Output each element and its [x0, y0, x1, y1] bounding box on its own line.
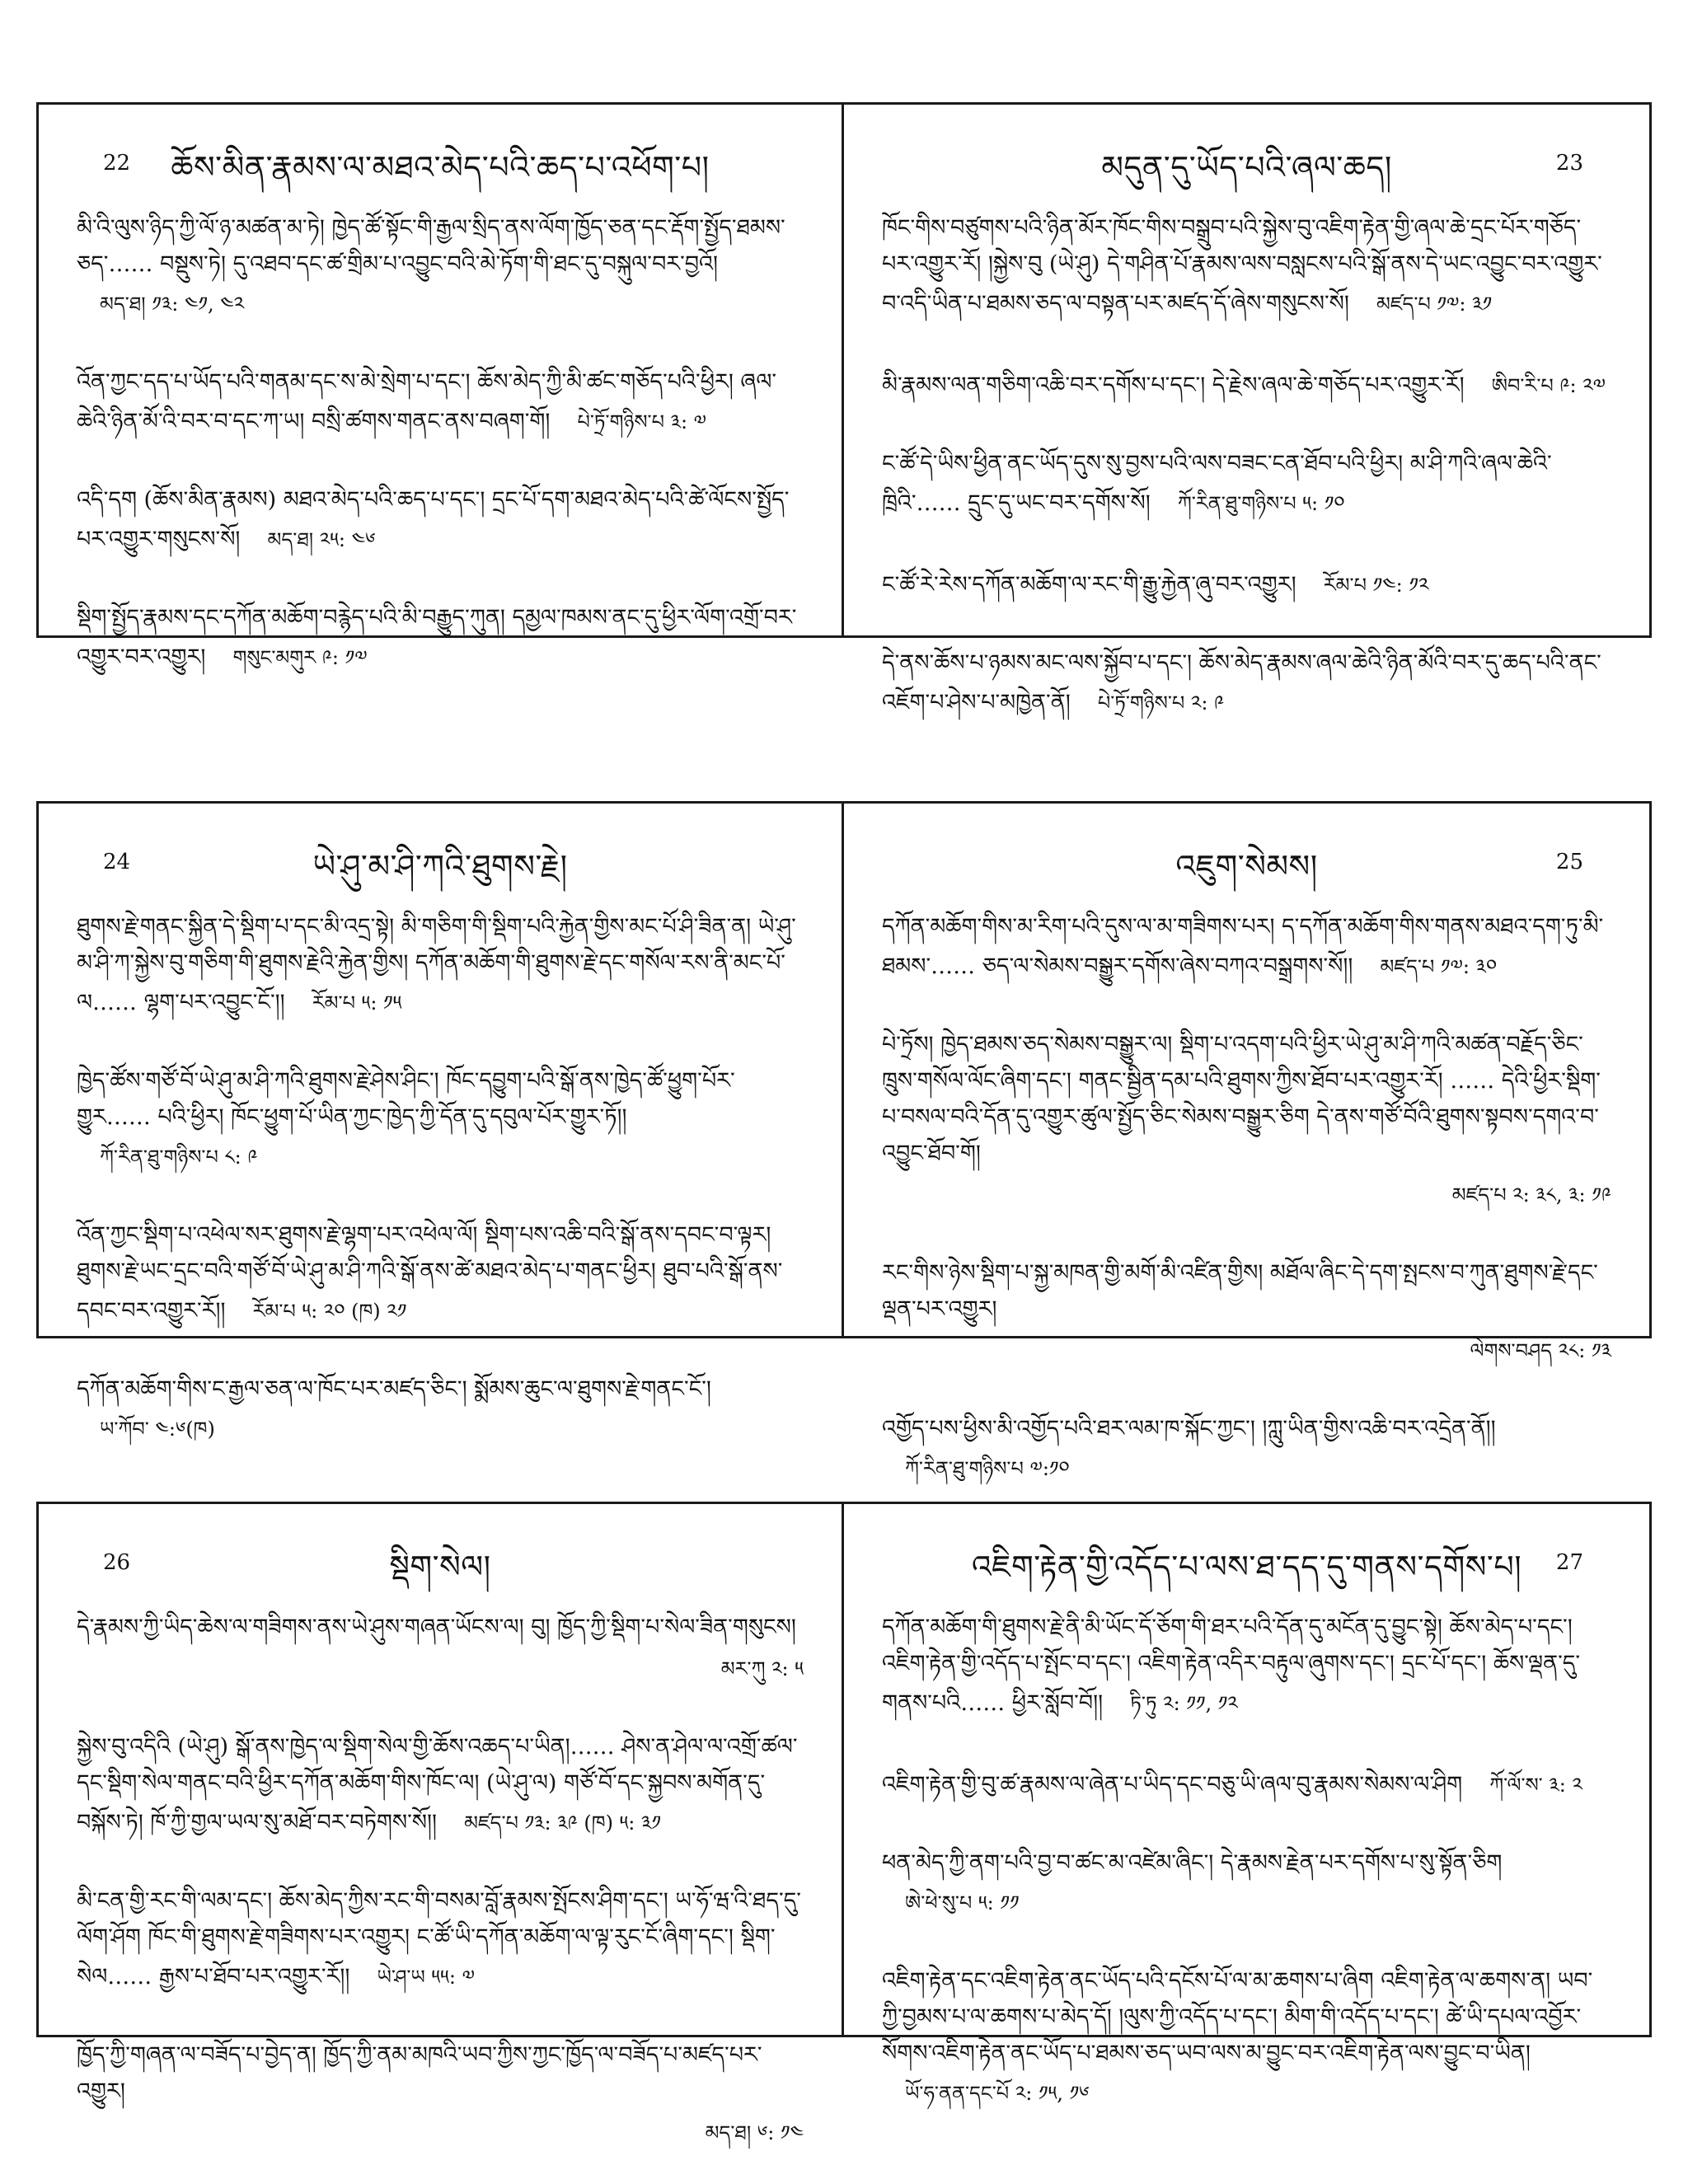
page-right [844, 1504, 1649, 2105]
page-left [39, 804, 844, 1441]
scripture-entry [882, 645, 1611, 737]
scripture-entry [77, 600, 804, 691]
entry-reference: མཛད་པ ༡༧: ༣༡ [1376, 293, 1493, 316]
scripture-entry [882, 1610, 1611, 1737]
entry-reference: ཀོ་རིན་ཐུ་གཉིས་པ ༥: ༡༠ [1177, 492, 1345, 515]
scripture-entry [882, 564, 1611, 619]
page-title: སྡིག་སེལ། [389, 1549, 491, 1585]
entry-text: འདི་དག (ཆོས་མིན་རྣམས) མཐའ་མེད་པའི་ཆད་པ་དང་། དྲང་པོ་དག་མཐའ་མེད་པའི་ཚེ་ལོངས་སྤྱོད་པར་འགྱུར་གསུངས་སོ། [77, 487, 790, 552]
entry-reference: མད་ཐ། ༢༥: ༤༦ [267, 528, 376, 551]
scripture-entry [882, 1255, 1611, 1385]
page-title: ཡེ་ཤུ་མ་ཤི་ཀའི་ཐུགས་རྗེ། [312, 848, 568, 884]
scripture-entry [882, 364, 1611, 419]
entry-text: དེ་ནས་ཆོས་པ་ཉམས་མང་ལས་སྐྱོབ་པ་དང་། ཆོས་མེད་རྣམས་ཞལ་ཆེའི་ཉིན་མོའི་བར་དུ་ཆད་པའི་ནང་འཇོག་པ་ཤེས་པ་མཁྱེན་ནོ། [882, 650, 1601, 715]
page-right [844, 105, 1649, 715]
scripture-entry [77, 482, 804, 574]
page-title: འཇིག་རྟེན་གྱི་འདོད་པ་ལས་ཐ་དད་དུ་གནས་དགོས་པ། [971, 1549, 1522, 1585]
scripture-entry [77, 909, 804, 1037]
page-header [882, 843, 1611, 893]
entry-reference: པེ་ཏྲོ་གཉིས་པ ༢: ༩ [1097, 691, 1225, 715]
scripture-entry [882, 909, 1611, 1001]
entry-reference: རོམ་པ ༥: ༢༠ (ཁ) ༢༡ [252, 1300, 407, 1323]
entry-text: འོན་ཀྱང་དད་པ་ཡོད་པའི་གནམ་དང་ས་མེ་སྲེག་པ་དང་། ཆོས་མེད་ཀྱི་མི་ཚང་གཅོད་པའི་ཕྱིར། ཞལ་ཆེའི་ཉིན་མོ་འི་བར་བ་དང་ཀ་ཡ། བསྲི་ཚགས་གནང་ནས་བཞག་གོ། [77, 369, 777, 434]
scripture-entry [882, 1845, 1611, 1937]
spread-1 [36, 102, 1652, 715]
page-title: མདུན་དུ་ཡོད་པའི་ཞལ་ཆད། [1101, 149, 1392, 185]
page-number: 23 [1555, 151, 1583, 176]
entry-text: དཀོན་མཆོག་གི་ཐུགས་རྗེ་ནི་མི་ཡོང་དོ་ཅོག་གི་ཐར་པའི་དོན་དུ་མངོན་དུ་བྱུང་སྟེ། ཆོས་མེད་པ་དང་། འཇིག་རྟེན་གྱི་འདོད་པ་སྤོང་བ་དང་། འཇིག་རྟེན་འདིར་བརྟུལ་ཞུགས་དང་། དྲང་པོ་དང་། ཆོས་ལྡན་དུ་གནས་པའི…… ཕྱིར་སློབ་བོ།། [882, 1615, 1581, 1716]
scripture-entry [77, 364, 804, 456]
spread-3 [36, 1502, 1652, 2144]
page-title: འཇུག་སེམས། [1175, 848, 1318, 884]
entry-text: ཐུགས་རྗེ་གནང་སྐྱིན་དེ་སྡིག་པ་དང་མི་འདྲ་སྟེ། མི་གཅིག་གི་སྡིག་པའི་རྐྱེན་གྱིས་མང་པོ་ཤི་ཟིན་ན། ཡེ་ཤུ་མ་ཤི་ཀ་སྐྱེས་བུ་གཅིག་གི་ཐུགས་རྗེའི་རྐྱེན་གྱིས། དཀོན་མཆོག་གི་ཐུགས་རྗེ་དང་གསོལ་རས་ནི་མང་པོ་ལ…… ལྷག་པར་འབྱུང་ངོ་།། [77, 914, 796, 1015]
entry-reference: མཛད་པ ༡༧: ༣༠ [1380, 955, 1498, 978]
entry-reference: རོམ་པ ༥: ༡༥ [312, 991, 402, 1015]
page-title: ཆོས་མིན་རྣམས་ལ་མཐའ་མེད་པའི་ཆད་པ་འཕོག་པ། [171, 149, 710, 185]
page-right [844, 804, 1649, 1480]
page-header [77, 1544, 804, 1593]
page-number: 26 [103, 1550, 131, 1575]
page-number: 27 [1555, 1550, 1583, 1575]
page-number: 22 [103, 151, 131, 176]
entry-text: འོན་ཀྱང་སྡིག་པ་འཕེལ་སར་ཐུགས་རྗེ་ལྷག་པར་འཕེལ་ལོ། སྡིག་པས་འཆི་བའི་སྒོ་ནས་དབང་བ་ལྟར། ཐུགས་རྗེ་ཡང་དྲང་བའི་གཙོ་བོ་ཡེ་ཤུ་མ་ཤི་ཀའི་སྒོ་ནས་ཚེ་མཐའ་མེད་པ་གནང་ཕྱིར། ཐུབ་པའི་སྒོ་ནས་དབང་བར་འགྱུར་རོ།། [77, 1222, 783, 1324]
entry-reference: མར་ཀུ ༢: ༥ [720, 1657, 804, 1680]
scripture-entry [77, 1883, 804, 2011]
scripture-entry [882, 1764, 1611, 1819]
entry-text: མི་འི་ལུས་ཉིད་ཀྱི་ལོ་ཉ་མཚན་མ་ཏེ། ཁྱེད་ཚོ་སྟོང་གི་རྒྱལ་སྲིད་ནས་ལོག་ཁྱོད་ཅན་དང་རྡོག་སྤྱོད་ཐམས་ཅད་…… བསྡུས་ཏེ། དུ་འཐབ་དང་ཚ་གྲིམ་པ་འབྱུང་བའི་མེ་ཏོག་གི་ཐང་དུ་བསྐུལ་བར་བྱའོ། [77, 215, 785, 277]
scripture-entry [882, 1963, 1611, 2127]
entry-text: འཇིག་རྟེན་གྱི་བུ་ཚ་རྣམས་ལ་ཞེན་པ་ཡིད་དང་བཅུ་ཡི་ཞལ་བུ་རྣམས་སེམས་ལ་ཤིག [882, 1772, 1463, 1797]
scripture-entry [882, 1027, 1611, 1229]
entry-reference: ཡ་ཀོབ་ ༤:༦(ཁ) [100, 1418, 215, 1441]
page-header [882, 1544, 1611, 1593]
scripture-entry [882, 446, 1611, 537]
scripture-entry [77, 1371, 804, 1463]
scripture-entry [77, 1217, 804, 1345]
entry-reference: ཏི་ཏུ ༢: ༡༡, ༡༢ [1130, 1692, 1238, 1715]
scripture-entry [77, 1063, 804, 1191]
entry-reference: ཀོ་རིན་ཐུ་གཉིས་པ ༨: ༩ [100, 1146, 258, 1169]
entry-reference: ཨེ་ཕེ་སུ་པ ༥: ༡༡ [905, 1891, 1020, 1915]
entry-text: འགྱོད་པས་ཕྱིས་མི་འགྱོད་པའི་ཐར་ལམ་ཁ་སྐོང་ཀྱང་། །ཀླུ་ཡིན་གྱིས་འཆི་བར་འདྲེན་ནོ།། [882, 1416, 1496, 1441]
page-header [77, 144, 804, 194]
scripture-entry [77, 1729, 804, 1857]
scripture-entry [77, 210, 804, 338]
entry-text: དཀོན་མཆོག་གིས་མ་རིག་པའི་དུས་ལ་མ་གཟིགས་པར། ད་དཀོན་མཆོག་གིས་གནས་མཐའ་དག་ཏུ་མི་ཐམས་…… ཅད་ལ་སེམས་བསྒྱུར་དགོས་ཞེས་བཀའ་བསྒྲགས་སོ།། [882, 914, 1604, 979]
scripture-entry [882, 1411, 1611, 1502]
entry-reference: མད་ཐ། ༡༣: ༤༡, ༤༢ [100, 293, 245, 316]
entry-reference: མཛད་པ ༡༣: ༣༩ (ཁ) ༥: ༣༡ [464, 1811, 662, 1835]
entry-reference: པེ་ཏྲོ་གཉིས་པ ༣: ༧ [577, 410, 707, 434]
page-left [39, 1504, 844, 2144]
entry-text: ང་ཚོ་རེ་རེས་དཀོན་མཆོག་ལ་རང་གི་རྒྱུ་རྐྱེན་ཞུ་བར་འགྱུར། [882, 572, 1296, 598]
entry-text: མི་ངན་གྱི་རང་གི་ལམ་དང་། ཆོས་མེད་ཀྱིས་རང་གི་བསམ་བློ་རྣམས་སྤོངས་ཤིག་དང་། ཡ་ཧོ་ཝ་འི་ཐད་དུ་ལོག་ཤོག ཁོང་གི་ཐུགས་རྗེ་གཟིགས་པར་འགྱུར། ང་ཚོ་ཡི་དཀོན་མཆོག་ལ་ལྟ་རུང་ངོ་ཞིག་དང་། སྡིག་སེལ…… རྒྱས་པ་ཐོབ་པར་འགྱུར་རོ།། [77, 1888, 801, 1990]
page-header [882, 144, 1611, 194]
entry-reference: མཛད་པ ༢: ༣༨, ༣: ༡༩ [1451, 1183, 1611, 1207]
entry-text: དེ་རྣམས་ཀྱི་ཡིད་ཆེས་ལ་གཟིགས་ནས་ཡེ་ཤུས་གཞན་ཡོངས་ལ། བུ། ཁྱོད་ཀྱི་སྡིག་པ་སེལ་ཟིན་གསུངས། [77, 1615, 796, 1640]
entry-text: ཁོང་གིས་བཙུགས་པའི་ཉིན་མོར་ཁོང་གིས་བསྒྲུབ་པའི་སྐྱེས་བུ་འཇིག་རྟེན་གྱི་ཞལ་ཆེ་དྲང་པོར་གཅོད་པར་འགྱུར་རོ། །སྐྱེས་བུ (ཡེ་ཤུ) དེ་གཤིན་པོ་རྣམས་ལས་བསླངས་པའི་སྒོ་ནས་དེ་ཡང་འབྱུང་བར་འགྱུར་བ་འདི་ཡིན་པ་ཐམས་ཅད་ལ་བསྟན་པར་མཛད་དོ་ཞེས་གསུངས་སོ། [882, 215, 1602, 316]
entry-text: མི་རྣམས་ལན་གཅིག་འཆི་བར་དགོས་པ་དང་། དེ་རྗེས་ཞལ་ཆེ་གཅོད་པར་འགྱུར་རོ། [882, 373, 1465, 398]
entry-text: ང་ཚོ་དེ་ཡིས་ཕྱིན་ནང་ཡོད་དུས་སུ་བྱས་པའི་ལས་བཟང་ངན་ཐོབ་པའི་ཕྱིར། མ་ཤི་ཀའི་ཞལ་ཆེའི་ཁྲིའི་…… དྲུང་དུ་ཡང་བར་དགོས་སོ། [882, 451, 1552, 516]
entry-reference: གསུང་མགུར ༩: ༡༧ [232, 646, 368, 669]
scripture-entry [77, 2037, 804, 2167]
entry-reference: ཨིབ་རི་པ ༩: ༢༧ [1491, 374, 1606, 397]
entry-text: པེ་ཏྲོས། ཁྱེད་ཐམས་ཅད་སེམས་བསྒྱུར་ལ། སྡིག་པ་འདག་པའི་ཕྱིར་ཡེ་ཤུ་མ་ཤི་ཀའི་མཚན་བརྗོད་ཅིང་ཁྲུས་གསོལ་ལོང་ཞིག་དང་། གནང་སྦྱིན་དམ་པའི་ཐུགས་ཀྱིས་ཐོབ་པར་འགྱུར་རོ། …… དེའི་ཕྱིར་སྡིག་པ་བསལ་བའི་དོན་དུ་འགྱུར་ཚུལ་སྤྱོད་ཅིང་སེམས་བསྒྱུར་ཅིག དེ་ནས་གཙོ་བོའི་ཐུགས་སྟབས་དགའ་བ་འབྱུང་ཐོབ་གོ། [882, 1032, 1601, 1166]
entry-reference: རོམ་པ ༡༤: ༡༢ [1323, 574, 1429, 597]
entry-reference: ལེགས་བཤད ༢༨: ༡༣ [1470, 1339, 1611, 1362]
spread-2 [36, 801, 1652, 1480]
scripture-entry [882, 210, 1611, 338]
entry-text: ཕན་མེད་ཀྱི་ནག་པའི་བྱ་བ་ཚང་མ་འཛེམ་ཞིང་། དེ་རྣམས་རྗེན་པར་དགོས་པ་སུ་སྟོན་ཅིག [882, 1850, 1503, 1876]
page-header [77, 843, 804, 893]
page-number: 24 [103, 850, 131, 874]
entry-text: ཁྱེད་ཚོས་གཙོ་བོ་ཡེ་ཤུ་མ་ཤི་ཀའི་ཐུགས་རྗེ་ཤེས་ཤིང་། ཁོང་དབྱུག་པའི་སྒོ་ནས་ཁྱེད་ཚོ་ཕྱུག་པོར་གྱུར…… པའི་ཕྱིར། ཁོང་ཕྱུག་པོ་ཡིན་ཀྱང་ཁྱེད་ཀྱི་དོན་དུ་དབུལ་པོར་གྱུར་ཏོ།། [77, 1068, 735, 1130]
entry-reference: ཀོ་ལོ་ས་ ༣: ༢ [1489, 1774, 1582, 1797]
entry-text: སྡིག་སྤྱོད་རྣམས་དང་དཀོན་མཆོག་བརྙེད་པའི་མི་བརྒྱུད་ཀུན། དམྱལ་ཁམས་ནང་དུ་ཕྱིར་ལོག་འགྲོ་བར་འགྱུར་བར་འགྱུར། [77, 605, 797, 670]
entry-reference: མད་ཐ། ༦: ༡༤ [705, 2121, 804, 2144]
page-number: 25 [1555, 850, 1583, 874]
page-left [39, 105, 844, 670]
entry-text: རང་གིས་ཉེས་སྡིག་པ་སྐྱ་མཁན་གྱི་མགོ་མི་འཛིན་གྱིས། མཐོལ་ཞིང་དེ་དག་སྤངས་བ་ཀུན་ཐུགས་རྗེ་དང་ལྡན་པར་འགྱུར། [882, 1260, 1598, 1322]
scripture-entry [77, 1610, 804, 1703]
entry-text: དཀོན་མཆོག་གིས་ང་རྒྱལ་ཅན་ལ་ཁོང་པར་མཛད་ཅིང་། སྨོམས་ཆུང་ལ་ཐུགས་རྗེ་གནང་ངོ་། [77, 1376, 711, 1402]
entry-text: ཁྱོད་ཀྱི་གཞན་ལ་བཟོད་པ་བྱེད་ན། ཁྱོད་ཀྱི་ནམ་མཁའི་ཡབ་ཀྱིས་ཀྱང་ཁྱོད་ལ་བཟོད་པ་མཛད་པར་འགྱུར། [77, 2042, 762, 2104]
entry-reference: ཡོ་ཧ་ནན་དང་པོ ༢: ༡༥, ༡༦ [905, 2082, 1090, 2105]
entry-text: སྐྱེས་བུ་འདིའི (ཡེ་ཤུ) སྒོ་ནས་ཁྱེད་ལ་སྡིག་སེལ་གྱི་ཆོས་འཆད་པ་ཡིན།…… ཤེས་ན་ཤེལ་ལ་འགྲོ་ཚལ་ དང་སྡིག་སེལ་གནང་བའི་ཕྱིར་དཀོན་མཆོག་གིས་ཁོང་ལ། (ཡེ་ཤུ་ལ) གཙོ་བོ་དང་སྐྱབས་མགོན་དུ་བསྐོས་ཏེ། ཁོ་ཀྱི་གྱལ་ཡལ་སུ་མཐོ་བར་བཏེགས་སོ།། [77, 1734, 798, 1835]
entry-reference: ཡེ་ཤ་ཡ ༥༥: ༧ [377, 1966, 475, 1989]
entry-reference: ཀོ་རིན་ཐུ་གཉིས་པ ༧:༡༠ [905, 1457, 1070, 1480]
entry-text: འཇིག་རྟེན་དང་འཇིག་རྟེན་ནང་ཡོད་པའི་དངོས་པོ་ལ་མ་ཆགས་པ་ཞིག འཇིག་རྟེན་ལ་ཆགས་ན། ཡབ་ཀྱི་བྱམས་པ་ལ་ཆགས་པ་མེད་དོ། །ལུས་ཀྱི་འདོད་པ་དང་། མིག་གི་འདོད་པ་དང་། ཚེ་ཡི་དཔལ་འབྱོར་སོགས་འཇིག་རྟེན་ནང་ཡོད་པ་ཐམས་ཅད་ཡབ་ལས་མ་བྱུང་བར་འཇིག་རྟེན་ལས་བྱུང་བ་ཡིན། [882, 1968, 1593, 2066]
